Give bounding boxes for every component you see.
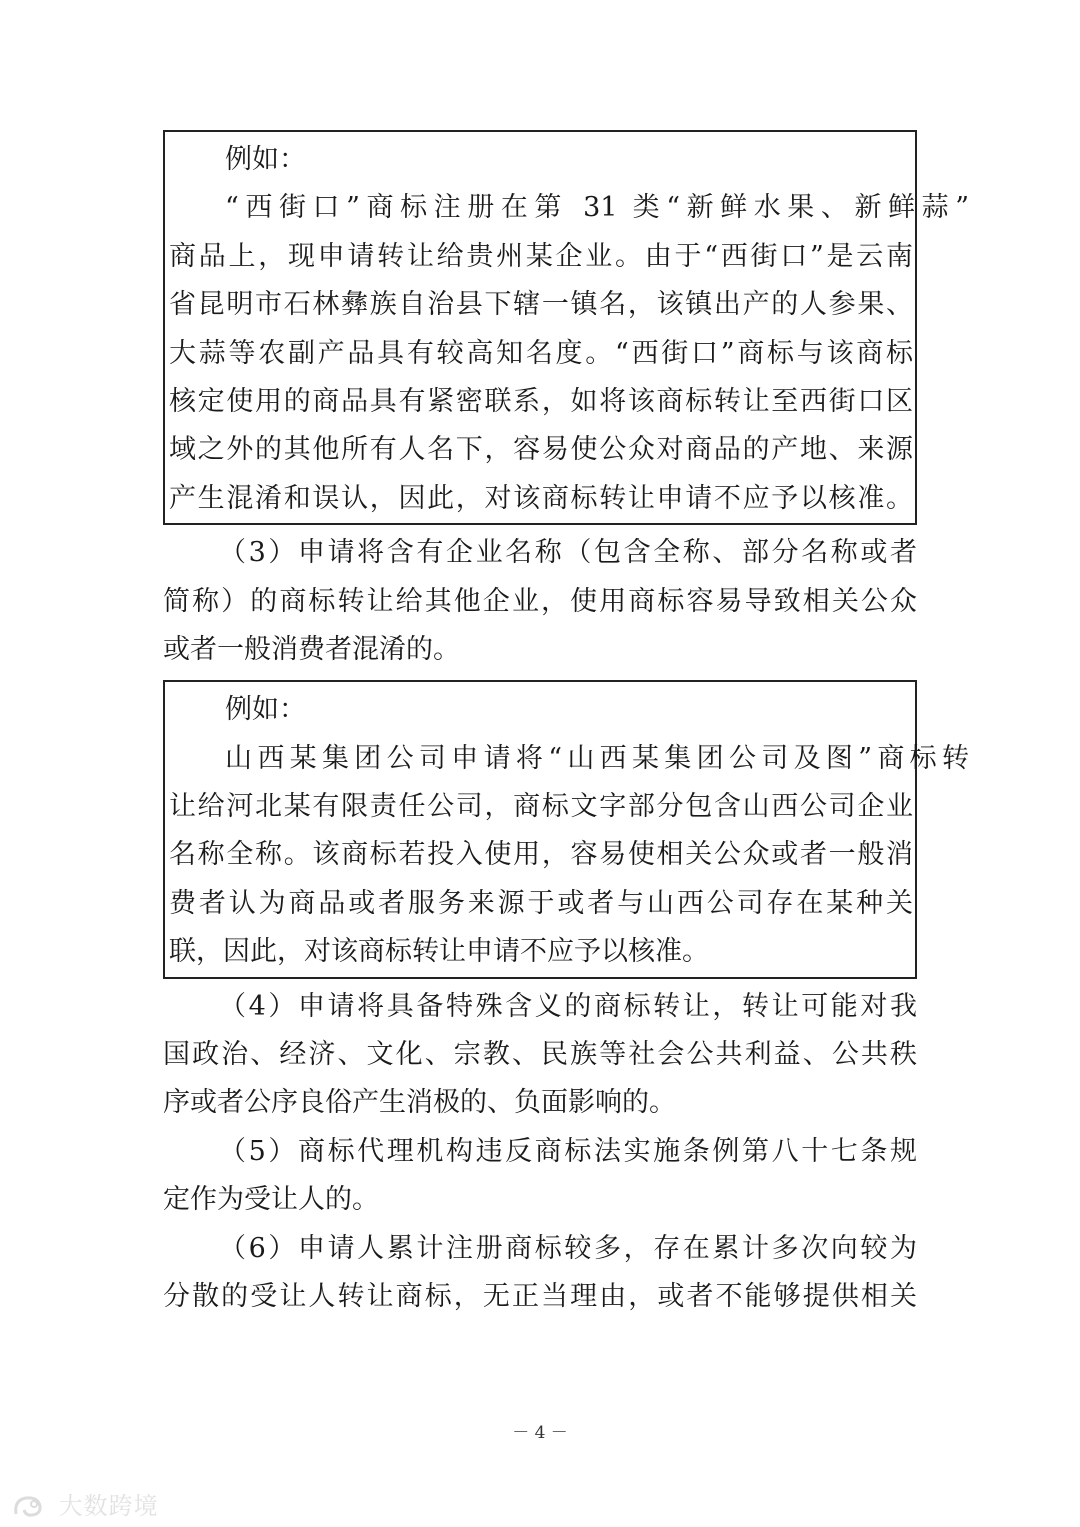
text-line: 联，因此，对该商标转让申请不应予以核准。 bbox=[169, 936, 709, 968]
example-label: 例如： bbox=[225, 144, 306, 175]
text-line: 省昆明市石林彝族自治县下辖一镇名，该镇出产的人参果、 bbox=[169, 289, 913, 321]
text-line: 核定使用的商品具有紧密联系，如将该商标转让至西街口区 bbox=[169, 385, 913, 417]
text-line: （3）申请将含有企业名称（包含全称、部分名称或者 bbox=[219, 537, 917, 569]
text-line: 费者认为商品或者服务来源于或者与山西公司存在某种关 bbox=[169, 887, 913, 919]
document-body bbox=[163, 130, 969, 1321]
text-line: 国政治、经济、文化、宗教、民族等社会公共利益、公共秩 bbox=[163, 1039, 917, 1071]
paragraph-3 bbox=[163, 529, 917, 674]
text-line: 或者一般消费者混淆的。 bbox=[163, 633, 460, 665]
text-line: 产生混淆和误认，因此，对该商标转让申请不应予以核准。 bbox=[169, 482, 913, 514]
example-label: 例如： bbox=[225, 694, 306, 726]
text-line: 大蒜等农副产品具有较高知名度。“西街口”商标与该商标 bbox=[169, 337, 913, 369]
paragraph-5 bbox=[163, 1128, 917, 1225]
text-line: （4）申请将具备特殊含义的商标转让，转让可能对我 bbox=[219, 990, 917, 1022]
text-line: 定作为受让人的。 bbox=[163, 1184, 379, 1216]
text-line: 名称全称。该商标若投入使用，容易使相关公众或者一般消 bbox=[169, 839, 913, 871]
text-line: 序或者公序良俗产生消极的、负面影响的。 bbox=[163, 1087, 676, 1119]
text-line: “西街口”商标注册在第 31 类“新鲜水果、新鲜蒜” bbox=[225, 192, 969, 224]
text-line: 简称）的商标转让给其他企业，使用商标容易导致相关公众 bbox=[163, 585, 917, 617]
text-line: 商品上，现申请转让给贵州某企业。由于“西街口”是云南 bbox=[169, 240, 913, 272]
text-line: 山西某集团公司申请将“山西某集团公司及图”商标转 bbox=[225, 742, 969, 774]
page-number: － 4 － bbox=[512, 1423, 568, 1443]
watermark-text: 大数跨境 bbox=[58, 1492, 159, 1520]
example-box-1 bbox=[163, 130, 969, 525]
watermark-logo-icon bbox=[12, 1494, 46, 1520]
paragraph-6 bbox=[163, 1225, 917, 1322]
paragraph-4 bbox=[163, 983, 917, 1128]
text-line: （5）商标代理机构违反商标法实施条例第八十七条规 bbox=[219, 1135, 917, 1167]
text-line: 域之外的其他所有人名下，容易使公众对商品的产地、来源 bbox=[169, 434, 913, 466]
text-line: 分散的受让人转让商标，无正当理由，或者不能够提供相关 bbox=[163, 1280, 917, 1312]
text-line: （6）申请人累计注册商标较多，存在累计多次向较为 bbox=[219, 1232, 917, 1264]
text-line: 让给河北某有限责任公司，商标文字部分包含山西公司企业 bbox=[169, 791, 913, 823]
watermark bbox=[12, 1486, 159, 1521]
example-box-2 bbox=[163, 680, 969, 978]
